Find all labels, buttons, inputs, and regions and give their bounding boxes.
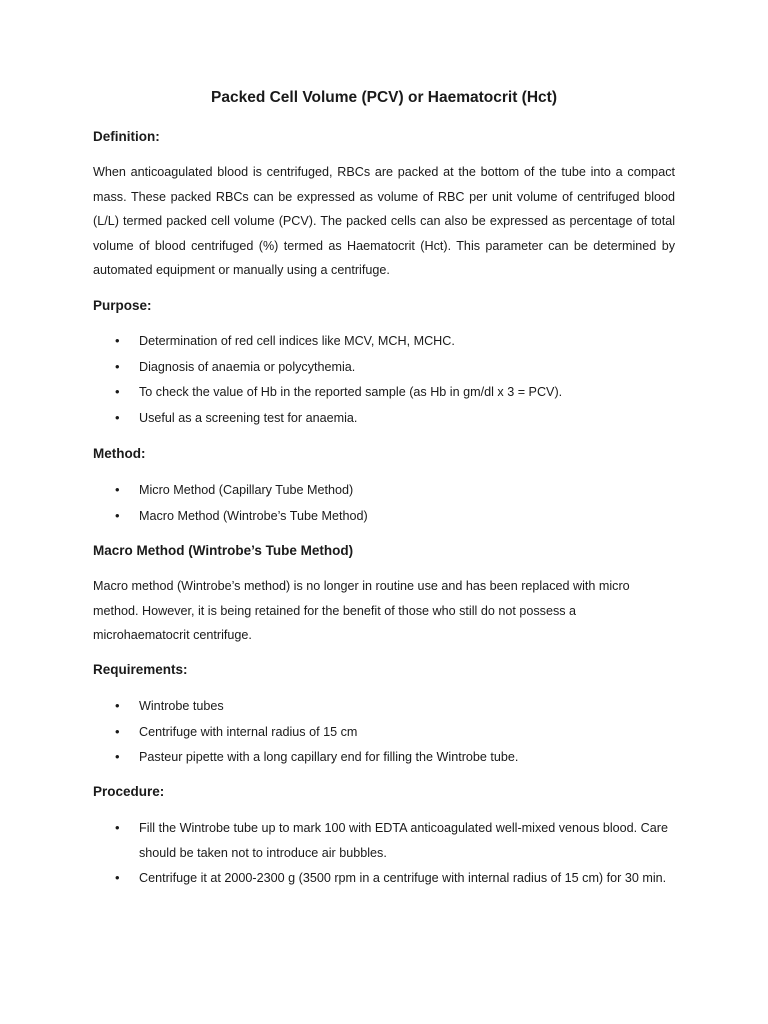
list-item-text: Macro Method (Wintrobe’s Tube Method) <box>139 508 368 523</box>
method-list <box>93 478 675 529</box>
bullet-icon: • <box>115 482 120 497</box>
list-item <box>93 816 675 865</box>
bullet-icon: • <box>115 409 120 425</box>
list-item-text: To check the value of Hb in the reported sample (as Hb in gm/dl x 3 = PCV). <box>139 385 563 399</box>
bullet-icon: • <box>115 723 120 739</box>
document-title: Packed Cell Volume (PCV) or Haematocrit (Hct) <box>211 89 557 106</box>
list-item <box>93 329 675 354</box>
list-item <box>93 355 675 380</box>
bullet-icon: • <box>115 820 120 835</box>
procedure-heading: Procedure: <box>93 784 165 799</box>
list-item <box>93 406 675 431</box>
purpose-heading: Purpose: <box>93 298 152 313</box>
list-item <box>93 504 675 529</box>
purpose-list <box>93 329 675 431</box>
list-item <box>93 745 675 770</box>
list-item-text: Wintrobe tubes <box>139 699 224 713</box>
procedure-list <box>93 816 675 892</box>
bullet-icon: • <box>115 384 120 399</box>
list-item <box>93 478 675 503</box>
requirements-list <box>93 694 675 771</box>
list-item-text: Centrifuge it at 2000-2300 g (3500 rpm in a centrifuge with internal radius of 15 cm) for 30 min. <box>139 871 667 885</box>
bullet-icon: • <box>115 333 120 348</box>
list-item-text: Determination of red cell indices like MCV, MCH, MCHC. <box>139 334 455 348</box>
bullet-icon: • <box>115 698 120 713</box>
list-item-text: Useful as a screening test for anaemia. <box>139 410 358 425</box>
document-page <box>93 0 675 1024</box>
list-item-text: Diagnosis of anaemia or polycythemia. <box>139 359 356 374</box>
list-item <box>93 720 675 745</box>
list-item <box>93 866 675 891</box>
macro-method-heading: Macro Method (Wintrobe’s Tube Method) <box>93 543 354 558</box>
requirements-heading: Requirements: <box>93 662 188 677</box>
definition-text: When anticoagulated blood is centrifuged, RBCs are packed at the bottom of the tube into a compact mass. These packed RBCs can be expressed as volume of RBC per unit volume of centrifuged blood (L/L) termed packed cell volume (PCV). The packed cells can also be expressed as percentage of total volume of blood centrifuged (%) termed as Haematocrit (Hct). This parameter can be determined by automated equipment or manually using a centrifuge. <box>93 165 675 277</box>
list-item <box>93 694 675 719</box>
list-item-text: Centrifuge with internal radius of 15 cm <box>139 724 358 739</box>
bullet-icon: • <box>115 870 120 885</box>
list-item-text: Pasteur pipette with a long capillary end for filling the Wintrobe tube. <box>139 750 519 764</box>
bullet-icon: • <box>115 749 120 764</box>
definition-heading: Definition: <box>93 129 160 144</box>
method-heading: Method: <box>93 446 146 461</box>
bullet-icon: • <box>115 358 120 374</box>
list-item-text: Micro Method (Capillary Tube Method) <box>139 483 354 497</box>
list-item-text: Fill the Wintrobe tube up to mark 100 with EDTA anticoagulated well-mixed venous blood. Care should be taken not to introduce air bubbles. <box>139 821 668 860</box>
list-item <box>93 380 675 405</box>
macro-method-text: Macro method (Wintrobe’s method) is no longer in routine use and has been replaced with micro method. However, it is being retained for the benefit of those who still do not possess a microhaematocrit centrifuge. <box>93 579 630 642</box>
bullet-icon: • <box>115 507 120 523</box>
